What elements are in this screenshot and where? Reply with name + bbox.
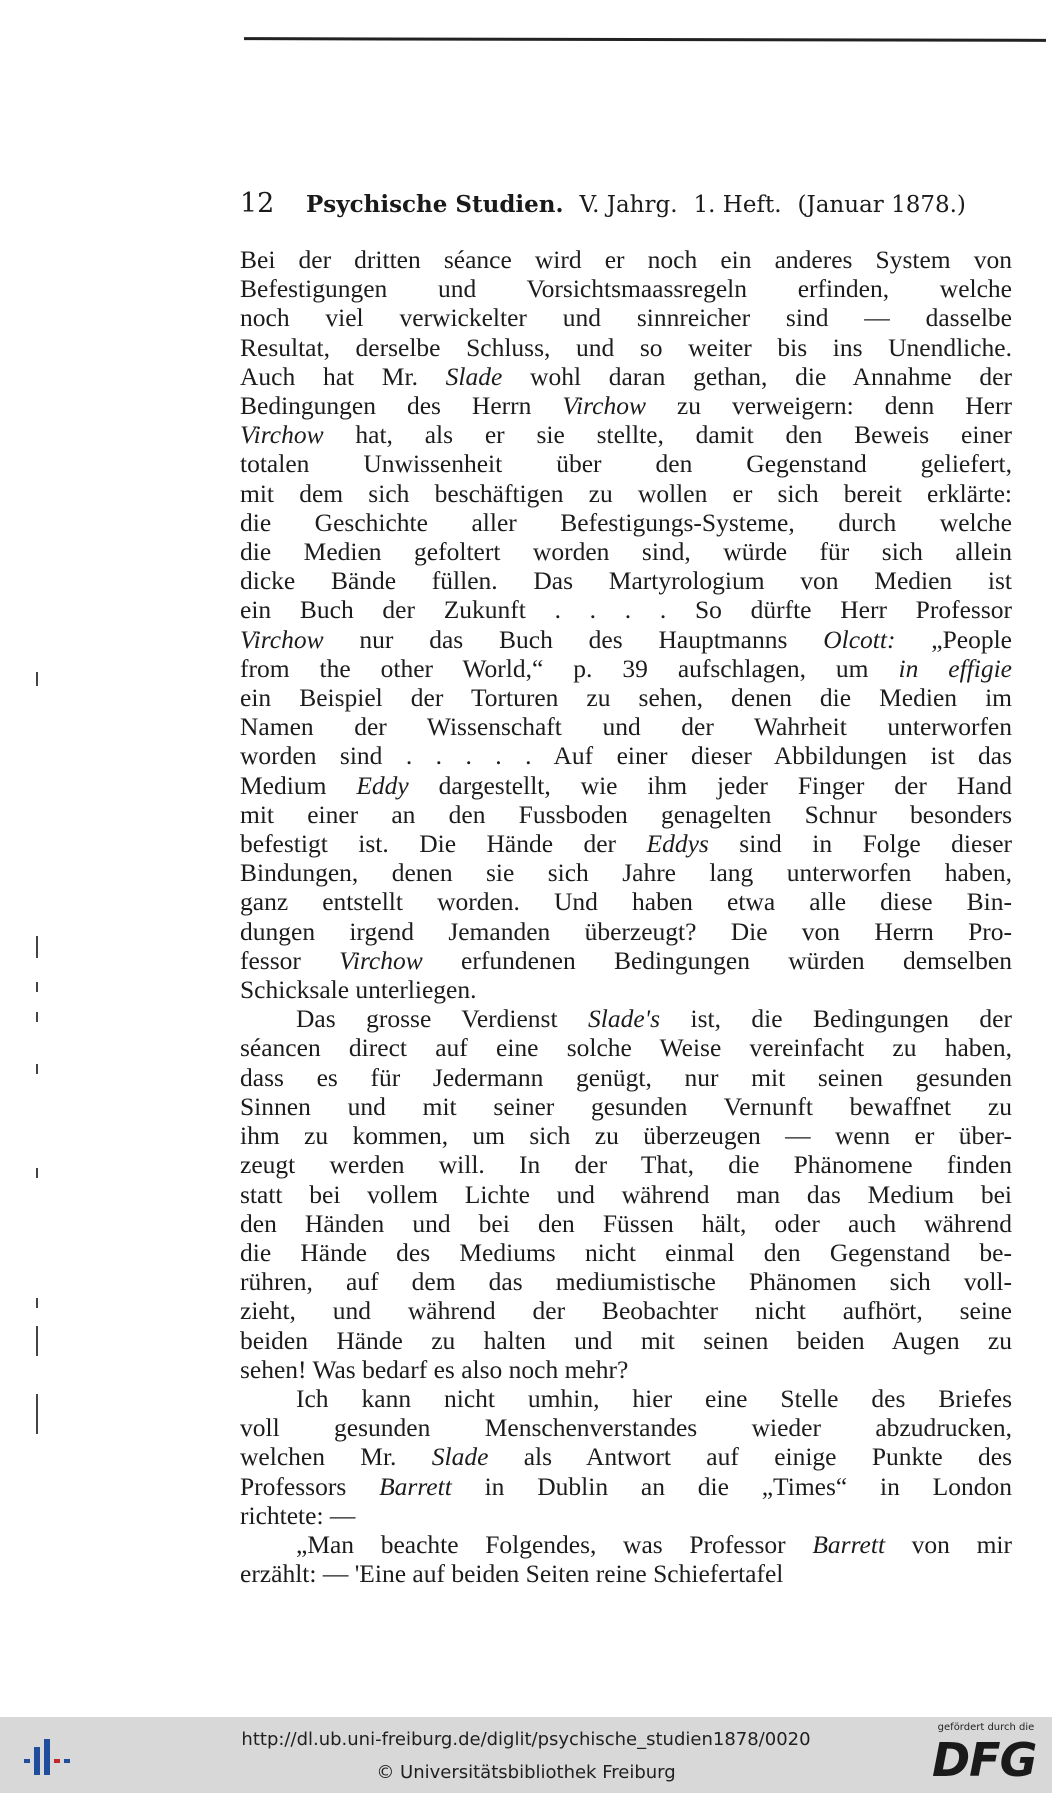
text-line: ein Beispiel der Torturen zu sehen, denen die Medien im — [240, 683, 1012, 713]
margin-mark — [36, 1298, 38, 1308]
text-line: ganz entstellt worden. Und haben etwa alle diese Bin- — [240, 887, 1012, 917]
text-line: welchen Mr. Slade als Antwort auf einige Punkte des — [240, 1442, 1012, 1472]
text-line: Sinnen und mit seiner gesunden Vernunft bewaffnet zu — [240, 1091, 1012, 1121]
text-line: Namen der Wissenschaft und der Wahrheit unterworfen — [240, 712, 1012, 742]
journal-title: Psychische Studien. — [306, 191, 564, 218]
text-line: fessor Virchow erfundenen Bedingungen würden demselben — [240, 945, 1012, 975]
text-line: rühren, auf dem das mediumistische Phänomen sich voll- — [240, 1267, 1012, 1297]
text-line: die Geschichte aller Befestigungs-Systeme, durch welche — [240, 507, 1012, 537]
text-line: Schicksale unterliegen. — [240, 975, 477, 1005]
issue-date: (Januar 1878.) — [797, 192, 966, 218]
text-line: Bedingungen des Herrn Virchow zu verweigern: denn Herr — [240, 391, 1012, 421]
text-line: dungen irgend Jemanden überzeugt? Die von Herrn Pro- — [240, 916, 1012, 946]
text-line: voll gesunden Menschenverstandes wieder abzudrucken, — [240, 1413, 1012, 1443]
text-line: Medium Eddy dargestellt, wie ihm jeder Finger der Hand — [240, 770, 1012, 800]
text-line: zeugt werden will. In der That, die Phänomene finden — [240, 1150, 1012, 1180]
text-line: dicke Bände füllen. Das Martyrologium von Medien ist — [240, 566, 1012, 596]
text-line: mit dem sich beschäftigen zu wollen er sich bereit erklärte: — [240, 478, 1012, 508]
paragraph — [240, 245, 1012, 1004]
text-line: ihm zu kommen, um sich zu überzeugen — wenn er über- — [240, 1121, 1012, 1151]
text-line: „Man beachte Folgendes, was Professor Barrett von mir — [296, 1529, 1012, 1559]
volume: V. Jahrg. — [579, 192, 678, 218]
dfg-logo: DFG — [932, 1733, 1037, 1787]
margin-mark — [36, 1012, 38, 1022]
text-line: Bei der dritten séance wird er noch ein anderes System von — [240, 245, 1012, 274]
page-number: 12 — [240, 188, 275, 219]
text-line: sehen! Was bedarf es also noch mehr? — [240, 1354, 629, 1384]
issue: 1. Heft. — [693, 192, 782, 218]
text-line: richtete: — — [240, 1500, 356, 1530]
margin-mark — [36, 1064, 38, 1074]
text-line: Das grosse Verdienst Slade's ist, die Bedingungen der — [296, 1004, 1012, 1034]
text-line: ein Buch der Zukunft . . . . So dürfte Herr Professor — [240, 595, 1012, 625]
text-line: beiden Hände zu halten und mit seinen beiden Augen zu — [240, 1325, 1012, 1355]
text-line: Auch hat Mr. Slade wohl daran gethan, die Annahme der — [240, 361, 1012, 391]
text-line: Bindungen, denen sie sich Jahre lang unterworfen haben, — [240, 858, 1012, 888]
text-line: Resultat, derselbe Schluss, und so weiter bis ins Unendliche. — [240, 332, 1012, 362]
text-line: die Medien gefoltert worden sind, würde für sich allein — [240, 537, 1012, 567]
funding-note: gefördert durch die — [937, 1722, 1035, 1733]
text-line: erzählt: — 'Eine auf beiden Seiten reine Schiefertafel — [240, 1559, 784, 1589]
text-line: noch viel verwickelter und sinnreicher sind — dasselbe — [240, 303, 1012, 333]
top-rule — [244, 37, 1046, 42]
source-url[interactable]: http://dl.ub.uni-freiburg.de/diglit/psychische_studien1878/0020 — [241, 1729, 811, 1750]
margin-mark — [36, 936, 38, 958]
paragraph — [240, 1384, 1012, 1530]
text-line: Befestigungen und Vorsichtsmaassregeln erfinden, welche — [240, 274, 1012, 304]
text-line: séancen direct auf eine solche Weise vereinfacht zu haben, — [240, 1033, 1012, 1063]
text-line: die Hände des Mediums nicht einmal den Gegenstand be- — [240, 1237, 1012, 1267]
text-line: from the other World,“ p. 39 aufschlagen, um in effigie — [240, 653, 1013, 683]
text-line: Virchow hat, als er sie stellte, damit den Beweis einer — [240, 420, 1012, 450]
text-line: worden sind . . . . . Auf einer dieser Abbildungen ist das — [240, 741, 1012, 771]
margin-mark — [36, 672, 38, 686]
paragraph — [240, 1530, 1012, 1588]
margin-mark — [36, 1326, 38, 1356]
paragraph — [240, 1004, 1012, 1384]
text-line: mit einer an den Fussboden genagelten Schnur besonders — [240, 799, 1012, 829]
margin-mark — [36, 1168, 38, 1178]
text-line: zieht, und während der Beobachter nicht aufhört, seine — [240, 1296, 1012, 1326]
text-line: statt bei vollem Lichte und während man das Medium bei — [240, 1179, 1012, 1209]
margin-mark — [36, 1394, 38, 1434]
text-line: dass es für Jedermann genügt, nur mit seinen gesunden — [240, 1062, 1012, 1092]
text-line: Ich kann nicht umhin, hier eine Stelle des Briefes — [296, 1383, 1012, 1413]
body-text — [240, 245, 1012, 1588]
text-line: totalen Unwissenheit über den Gegenstand geliefert, — [240, 449, 1012, 479]
running-header — [240, 188, 980, 219]
text-line: Virchow nur das Buch des Hauptmanns Olcott: „People — [240, 624, 1012, 654]
text-line: den Händen und bei den Füssen hält, oder auch während — [240, 1208, 1012, 1238]
margin-mark — [36, 982, 38, 992]
text-line: Professors Barrett in Dublin an die „Times“ in London — [240, 1471, 1012, 1501]
copyright: © Universitätsbibliothek Freiburg — [376, 1762, 676, 1783]
text-line: befestigt ist. Die Hände der Eddys sind in Folge dieser — [240, 829, 1012, 859]
